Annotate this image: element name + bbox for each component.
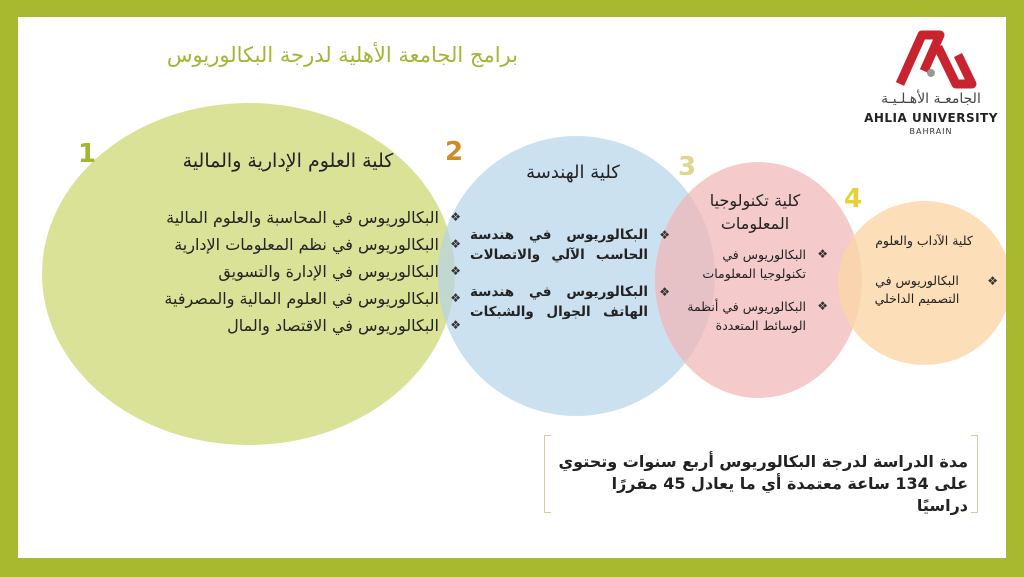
college-1-programs [113,204,461,339]
study-duration-note [544,435,978,513]
logo-english-name: AHLIA UNIVERSITY [864,111,998,125]
university-logo [860,29,1002,149]
slide [18,17,1006,558]
diamond-bullet-icon: ❖ [659,285,670,299]
diamond-bullet-icon: ❖ [817,299,828,313]
diamond-bullet-icon: ❖ [450,237,461,251]
program-label: البكالوريوس في الإدارة والتسويق [218,262,439,281]
college-3-number: 3 [678,152,697,182]
diamond-bullet-icon: ❖ [817,247,828,261]
program-label: البكالوريوس في هندسة الهاتف الجوال والشبكات [470,284,648,320]
college-3-name: كلية تكنولوجيا المعلومات [709,191,801,233]
program-item [470,282,670,322]
diamond-bullet-icon: ❖ [450,318,461,332]
logo-mark-icon [860,29,1002,89]
program-label: البكالوريوس في العلوم المالية والمصرفية [164,289,439,308]
program-item [470,225,670,265]
college-2-programs [470,225,670,339]
diamond-bullet-icon: ❖ [450,264,461,278]
diamond-bullet-icon: ❖ [450,210,461,224]
college-4-number: 4 [844,184,863,214]
program-item [113,285,461,312]
logo-arabic-name: الجامعـة الأهـلـيـة [881,91,981,107]
program-item [113,204,461,231]
slide-title: برامج الجامعة الأهلية لدرجة البكالوريوس [166,43,518,67]
college-3-programs [678,245,828,349]
program-label: البكالوريوس في المحاسبة والعلوم المالية [166,208,439,227]
logo-location: BAHRAIN [909,127,953,136]
program-label: البكالوريوس في تكنولوجيا المعلومات [702,247,806,281]
college-1-name: كلية العلوم الإدارية والمالية [182,150,394,172]
college-4-name: كلية الآداب والعلوم [875,233,973,248]
program-item [113,231,461,258]
program-label: البكالوريوس في أنظمة الوسائط المتعددة [687,299,806,333]
program-label: البكالوريوس في هندسة الحاسب الآلي والاتصالات [470,227,648,263]
program-item [858,272,998,308]
diamond-bullet-icon: ❖ [450,291,461,305]
bracket-left [544,435,551,513]
program-label: البكالوريوس في نظم المعلومات الإدارية [174,235,439,254]
bracket-right [971,435,978,513]
college-2-number: 2 [445,137,464,167]
program-item [678,297,828,335]
program-item [113,312,461,339]
college-4-programs [858,272,998,308]
diamond-bullet-icon: ❖ [987,274,998,288]
program-item [678,245,828,283]
program-label: البكالوريوس في التصميم الداخلي [874,273,960,306]
diamond-bullet-icon: ❖ [659,228,670,242]
program-item [113,258,461,285]
college-1-number: 1 [78,139,97,169]
college-2-name: كلية الهندسة [526,162,620,183]
study-duration-text: مدة الدراسة لدرجة البكالوريوس أربع سنوات وتحتوي على 134 ساعة معتمدة أي ما يعادل 45 مقررًا دراسيًا [558,452,968,515]
program-label: البكالوريوس في الاقتصاد والمال [227,316,439,335]
